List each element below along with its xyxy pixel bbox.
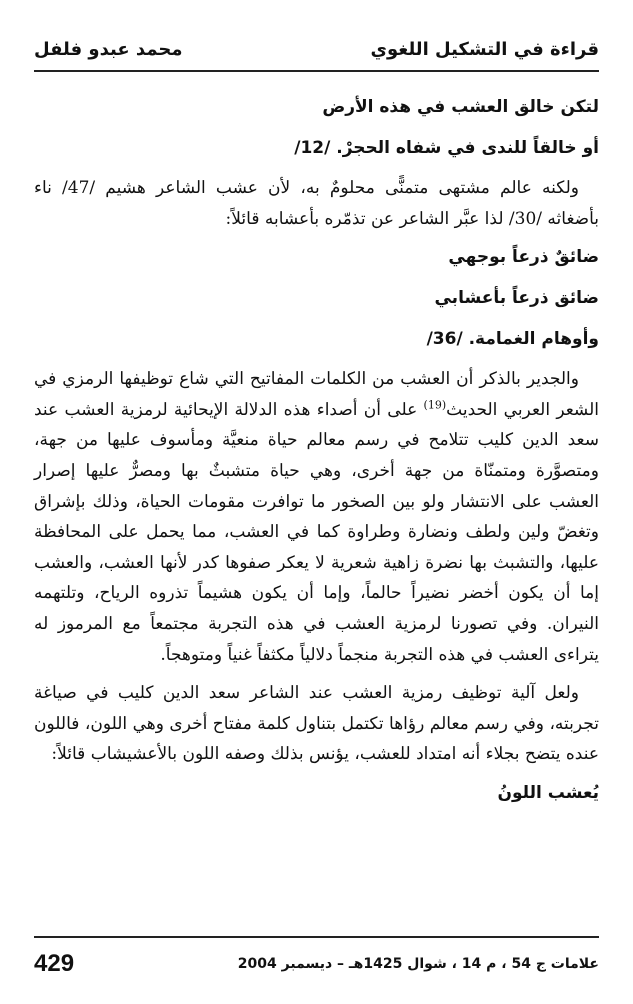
paragraph-text-continued: على أن أصداء هذه الدلالة الإيحائية لرمزية العشب عند سعد الدين كليب تتلامح في رسم معالم حياة منعيَّة ومأسوف عليها من جهة، ومتصوَّرة ومتمنّاة من جهة أخرى، وهي حياة متشبثٌ بها ومصرٌّ عليها إصرار العشب على الانتشار ولو بين الصخور ما توافرت مقومات الحياة، وذلك بإشراق وتغضّ ولين ولطف ونضارة وطراوة كما في العشب، مما يحمل على المحافظة عليها، والتشبث بها نضرة زاهية شعرية لا يعكر صفوها كدر لأنها العشب، والعشب إما أن يكون أخضر نضيراً حالماً، وإما أن يكون هشيماً تذروه الرياح، وتلتهمه النيران. وفي تصورنا لرمزية العشب في هذه التجربة مجتمعاً مع المرموز له يتراءى العشب في هذه التجربة منجماً دلالياً مكثفاً غنياً ومتوهجاً. <box>34 399 599 665</box>
paragraph-with-note <box>34 364 599 670</box>
body-text <box>34 86 599 818</box>
verse-line: أو خالقاً للندى في شفاه الحجرْ. /12/ <box>294 137 599 158</box>
issue-info: علامات ج 54 ، م 14 ، شوال 1425هـ – ديسمبر 2004 <box>237 956 599 972</box>
page-number: 429 <box>34 950 75 977</box>
running-header <box>34 32 599 66</box>
header-author: محمد عبدو فلفل <box>34 38 183 60</box>
verse-line: يُعشب اللونُ <box>497 782 599 803</box>
footnote-marker: (19) <box>423 398 447 412</box>
footer-rule <box>34 936 599 938</box>
verse-line: ضائقٌ ذرعاً بوجهي <box>448 247 599 268</box>
paragraph: ولعل آلية توظيف رمزية العشب عند الشاعر سعد الدين كليب في صياغة تجربته، وفي رسم معالم رؤاها تكتمل بتناول كلمة مفتاح أخرى وهي اللون، فاللون عنده يتضح بجلاء أنه امتداد للعشب، يؤنس بذلك وصفه اللون بالأعشيشاب قائلاً: <box>34 683 599 765</box>
paragraph: ولكنه عالم مشتهى متمنًّى محلومٌ به، لأن عشب الشاعر هشيم /47/ ناء بأضغاثه /30/ لذا عبَّر الشاعر عن تذمّره بأعشابه قائلاً: <box>34 178 599 229</box>
header-rule <box>34 70 599 72</box>
header-title: قراءة في التشكيل اللغوي <box>370 38 599 60</box>
paragraph-text: والجدير بالذكر أن العشب من الكلمات المفاتيح التي شاع توظيفها الرمزي في الشعر العربي الحديث <box>34 369 599 420</box>
verse-line: ضائق ذرعاً بأعشابي <box>434 287 599 308</box>
verse-line: وأوهام الغمامة. /36/ <box>426 328 599 349</box>
verse-line: لتكن خالق العشب في هذه الأرض <box>322 97 599 117</box>
page-footer <box>34 944 599 984</box>
